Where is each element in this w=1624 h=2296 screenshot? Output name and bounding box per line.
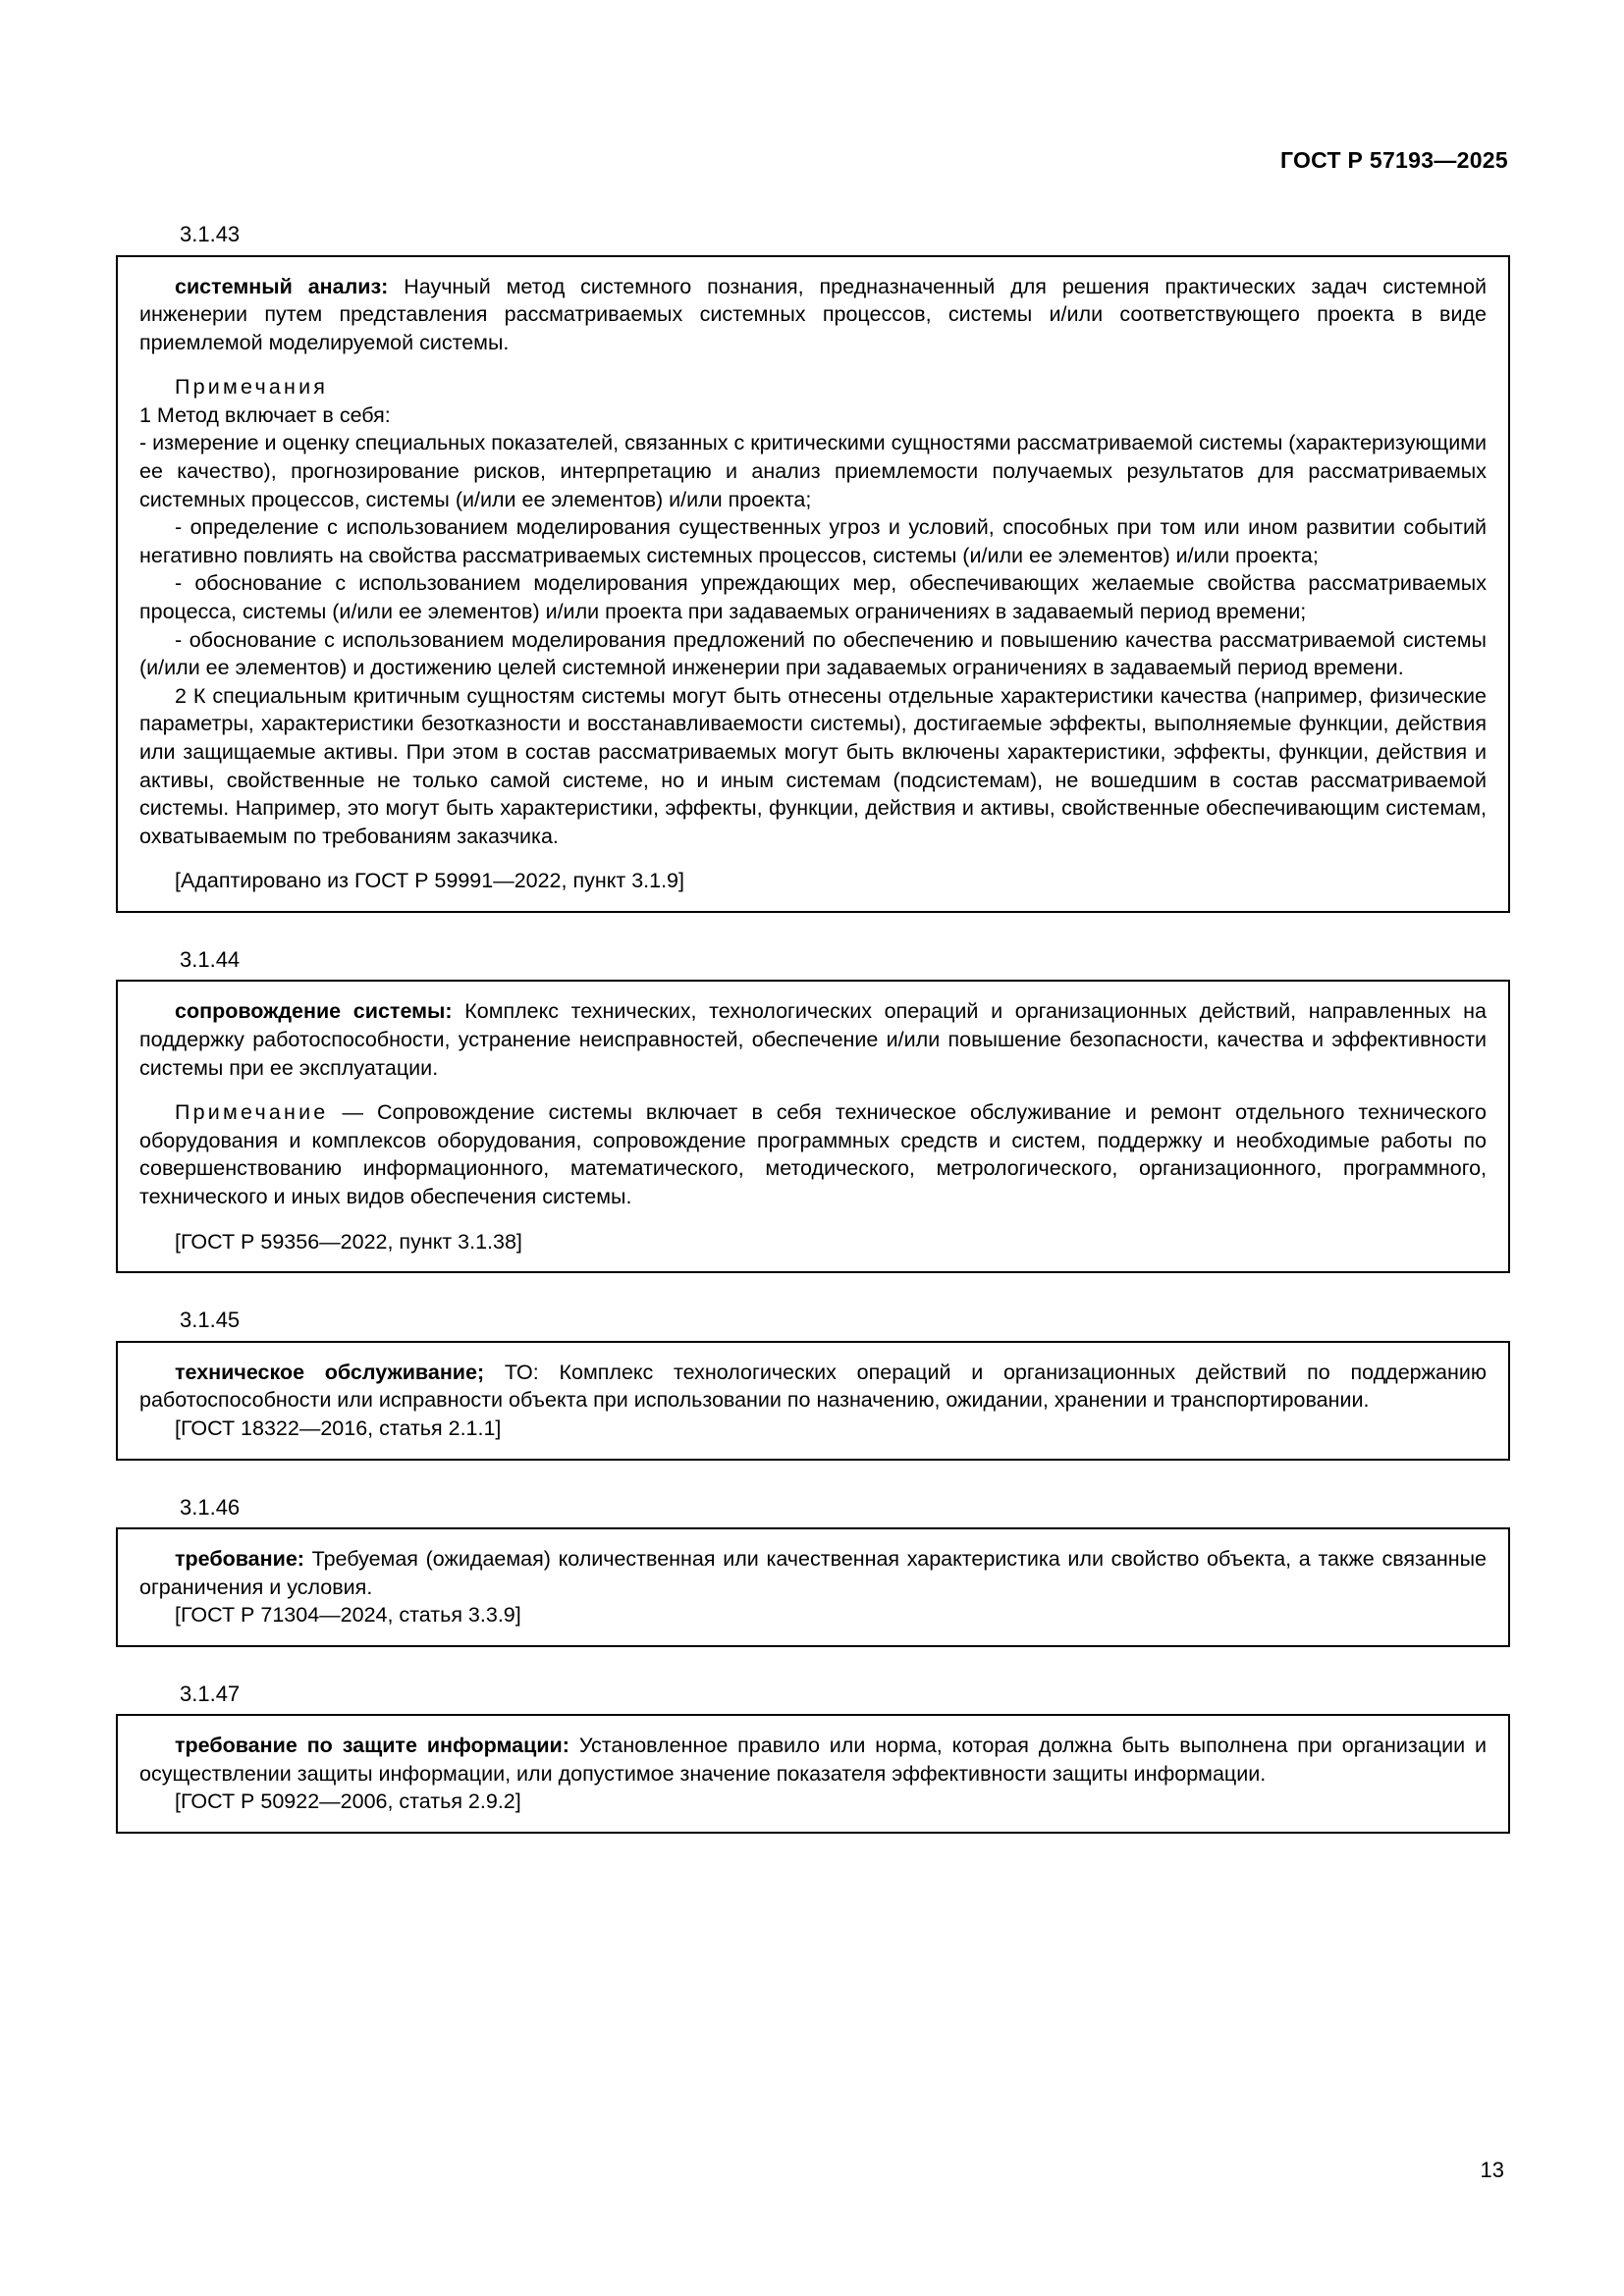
note-heading-label: Примечание — [175, 1100, 329, 1125]
definition-box — [116, 1527, 1510, 1647]
definition-box — [116, 1341, 1510, 1461]
page-content — [116, 221, 1510, 1867]
page-header: ГОСТ Р 57193—2025 — [1279, 147, 1508, 173]
note-item: - измерение и оценку специальных показателей, связанных с критическими сущностями рассматриваемой системы (характеризующими ее качество), прогнозирование рисков, интерпретацию и анализ приемлемости получаемых результатов для рассматриваемых системных процессов, системы (и/или ее элементов) и/или проекта; — [139, 431, 1487, 511]
note-text: — Сопровождение системы включает в себя техническое обслуживание и ремонт отдельного технического оборудования и комплексов оборудования, сопровождение программных средств и систем, поддержку и необходимые работы по совершенствованию информационного, математического, методического, метрологического, организационного, программного, технического и иных видов обеспечения системы. — [139, 1100, 1487, 1209]
term-label: сопровождение системы: — [175, 999, 453, 1024]
clause-number: 3.1.43 — [180, 222, 241, 246]
definition-box — [116, 980, 1510, 1273]
definition-box — [116, 255, 1510, 913]
term-label: системный анализ: — [175, 274, 389, 298]
source-reference: [ГОСТ Р 71304—2024, статья 3.3.9] — [175, 1603, 521, 1628]
definition-paragraph — [139, 997, 1487, 1082]
note-item: - определение с использованием моделирования существенных угроз и условий, способных при том или ином развитии событий негативно повлиять на свойства рассматриваемых системных процессов, системы (и/или ее элементов) и/или проекта; — [139, 515, 1487, 567]
definition-box — [116, 1714, 1510, 1834]
clause-number: 3.1.45 — [180, 1308, 241, 1333]
source-reference: [ГОСТ Р 50922—2006, статья 2.9.2] — [175, 1789, 521, 1814]
notes-heading-label: Примечания — [175, 375, 329, 400]
note-item: 2 К специальным критичным сущностям системы могут быть отнесены отдельные характеристики качества (например, физические параметры, характеристики безотказности и восстанавливаемости системы), достигаемые эффекты, выполняемые функции, действия или защищаемые активы. При этом в состав рассматриваемых могут быть включены характеристики, эффекты, функции, действия и активы, свойственные не только самой системе, но и иным системам (подсистемам), не вошедшим в состав рассматриваемой системы. Например, это могут быть характеристики, эффекты, функции, действия и активы, свойственные обеспечивающим системам, охватываемым по требованиям заказчика. — [139, 683, 1487, 848]
clause-number: 3.1.47 — [180, 1681, 241, 1706]
definition-text: Требуемая (ожидаемая) количественная или качественная характеристика или свойство объекта, а также связанные ограничения и условия. — [139, 1547, 1487, 1599]
term-label: требование по защите информации: — [175, 1734, 569, 1758]
note-paragraph — [139, 1098, 1487, 1210]
notes-heading — [139, 373, 1487, 401]
definition-text: Установленное правило или норма, которая должна быть выполнена при организации и осуществлении защиты информации, или допустимое значение показателя эффективности защиты информации. — [139, 1734, 1487, 1786]
definition-text: Комплекс технических, технологических операций и организационных действий, направленных на поддержку работоспособности, устранение неисправностей, обеспечение и/или повышение безопасности, качества и эффективности системы при ее эксплуатации. — [139, 999, 1487, 1080]
definition-paragraph — [139, 1545, 1487, 1601]
source-reference: [Адаптировано из ГОСТ Р 59991—2022, пункт 3.1.9] — [175, 869, 684, 893]
definition-paragraph — [139, 1359, 1487, 1415]
page-number: 13 — [1480, 2158, 1504, 2182]
definition-text: Научный метод системного познания, предназначенный для решения практических задач системной инженерии путем представления рассматриваемых системных процессов, системы и/или соответствующего проекта в виде приемлемой моделируемой системы. — [139, 274, 1488, 354]
note-item: - обоснование с использованием моделирования упреждающих мер, обеспечивающих желаемые свойства рассматриваемых процесса, системы (и/или ее элементов) и/или проекта при задаваемых ограничениях в задаваемый период времени; — [139, 571, 1487, 624]
note-item: - обоснование с использованием моделирования предложений по обеспечению и повышению качества рассматриваемой системы (и/или ее элементов) и достижению целей системной инженерии при задаваемых ограничениях в задаваемый период времени. — [139, 627, 1487, 680]
definition-paragraph — [139, 1732, 1487, 1788]
term-label: техническое обслуживание; — [175, 1360, 485, 1384]
clause-number: 3.1.44 — [180, 946, 241, 972]
clause-number: 3.1.46 — [180, 1494, 241, 1520]
note-item: 1 Метод включает в себя: — [139, 402, 391, 427]
definition-text: ТО: Комплекс технологических операций и организационных действий по поддержанию работоспособности или исправности объекта при использовании по назначению, ожидании, хранении и транспортировании. — [139, 1360, 1487, 1413]
source-reference: [ГОСТ 18322—2016, статья 2.1.1] — [175, 1415, 502, 1440]
definition-paragraph — [139, 273, 1487, 357]
term-label: требование: — [175, 1547, 304, 1571]
source-reference: [ГОСТ Р 59356—2022, пункт 3.1.38] — [175, 1229, 522, 1254]
